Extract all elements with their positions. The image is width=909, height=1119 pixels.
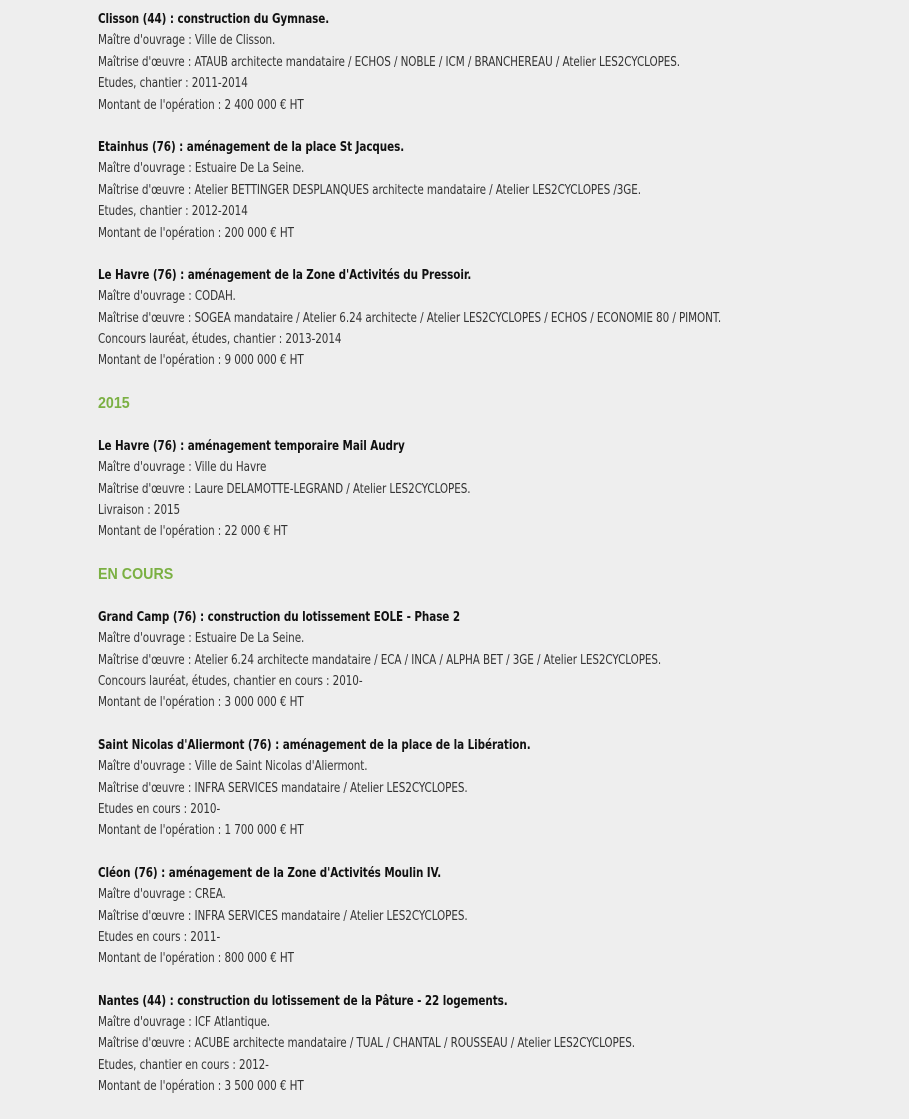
project-detail-line: Maître d'ouvrage : Ville de Saint Nicolas d'Aliermont.: [98, 759, 368, 775]
project-detail-line: Montant de l'opération : 1 700 000 € HT: [98, 823, 304, 839]
project-detail-line: Montant de l'opération : 2 400 000 € HT: [98, 97, 304, 113]
project-detail-line: Maître d'ouvrage : Ville du Havre: [98, 460, 267, 476]
project-detail-line: Montant de l'opération : 3 000 000 € HT: [98, 695, 304, 711]
project-detail-line: Maître d'ouvrage : CODAH.: [98, 289, 236, 305]
project-title: Nantes (44) : construction du lotissement de la Pâture - 22 logements.: [98, 993, 508, 1009]
project-detail-line: Montant de l'opération : 200 000 € HT: [98, 225, 294, 241]
project-entry: [98, 436, 898, 543]
section-heading: EN COURS: [98, 565, 174, 583]
project-detail-line: Etudes, chantier : 2012-2014: [98, 204, 248, 220]
references-list: [98, 9, 898, 1119]
project-title: Clisson (44) : construction du Gymnase.: [98, 12, 330, 27]
project-detail-line: Maîtrise d'œuvre : INFRA SERVICES mandataire / Atelier LES2CYCLOPES.: [98, 908, 468, 924]
project-detail-line: Montant de l'opération : 9 000 000 € HT: [98, 353, 304, 369]
project-detail-line: Etudes, chantier en cours : 2012-: [98, 1057, 269, 1073]
project-entry: [98, 137, 898, 244]
project-entry: [98, 9, 898, 116]
project-detail-line: Maîtrise d'œuvre : Atelier 6.24 architecte mandataire / ECA / INCA / ALPHA BET / 3GE / Atelier LES2CYCLOPES.: [98, 652, 662, 668]
project-detail-line: Maître d'ouvrage : Estuaire De La Seine.: [98, 631, 305, 647]
project-title: Grand Camp (76) : construction du lotissement EOLE - Phase 2: [98, 609, 460, 625]
project-detail-line: Montant de l'opération : 22 000 € HT: [98, 524, 288, 540]
project-detail-line: Livraison : 2015: [98, 503, 181, 519]
project-detail-line: Maître d'ouvrage : Ville de Clisson.: [98, 33, 276, 49]
project-detail-line: Maîtrise d'œuvre : INFRA SERVICES mandataire / Atelier LES2CYCLOPES.: [98, 780, 468, 796]
project-detail-line: Maître d'ouvrage : Estuaire De La Seine.: [98, 161, 305, 177]
project-entry: [98, 735, 898, 842]
project-detail-line: Maîtrise d'œuvre : Atelier BETTINGER DESPLANQUES architecte mandataire / Atelier LES2CYCLOPES /3GE.: [98, 182, 642, 198]
project-detail-line: Etudes en cours : 2010-: [98, 801, 221, 817]
project-detail-line: Maître d'ouvrage : CREA.: [98, 887, 226, 903]
project-title: Le Havre (76) : aménagement de la Zone d'Activités du Pressoir.: [98, 267, 472, 283]
project-entry: [98, 991, 898, 1098]
project-detail-line: Maître d'ouvrage : ICF Atlantique.: [98, 1015, 271, 1031]
project-detail-line: Concours lauréat, études, chantier en cours : 2010-: [98, 673, 363, 689]
section-heading: 2015: [98, 394, 130, 412]
project-entry: [98, 265, 898, 372]
project-detail-line: Maîtrise d'œuvre : ACUBE architecte mandataire / TUAL / CHANTAL / ROUSSEAU / Atelier LES2CYCLOPES.: [98, 1036, 635, 1052]
project-detail-line: Maîtrise d'œuvre : SOGEA mandataire / Atelier 6.24 architecte / Atelier LES2CYCLOPES / ECHOS / ECONOMIE 80 / PIMONT.: [98, 310, 722, 326]
project-entry: [98, 607, 898, 714]
project-detail-line: Montant de l'opération : 3 500 000 € HT: [98, 1079, 304, 1095]
project-detail-line: Montant de l'opération : 800 000 € HT: [98, 951, 294, 967]
project-detail-line: Maîtrise d'œuvre : Laure DELAMOTTE-LEGRAND / Atelier LES2CYCLOPES.: [98, 481, 471, 497]
project-entry: [98, 863, 898, 970]
project-title: Saint Nicolas d'Aliermont (76) : aménagement de la place de la Libération.: [98, 737, 531, 753]
project-detail-line: Concours lauréat, études, chantier : 2013-2014: [98, 332, 342, 348]
project-detail-line: Etudes, chantier : 2011-2014: [98, 76, 248, 92]
project-title: Etainhus (76) : aménagement de la place St Jacques.: [98, 139, 405, 155]
project-detail-line: Maîtrise d'œuvre : ATAUB architecte mandataire / ECHOS / NOBLE / ICM / BRANCHEREAU / Atelier LES2CYCLOPES.: [98, 54, 681, 70]
project-detail-line: Etudes en cours : 2011-: [98, 929, 221, 945]
project-title: Cléon (76) : aménagement de la Zone d'Activités Moulin IV.: [98, 865, 442, 881]
project-title: Le Havre (76) : aménagement temporaire Mail Audry: [98, 438, 405, 454]
